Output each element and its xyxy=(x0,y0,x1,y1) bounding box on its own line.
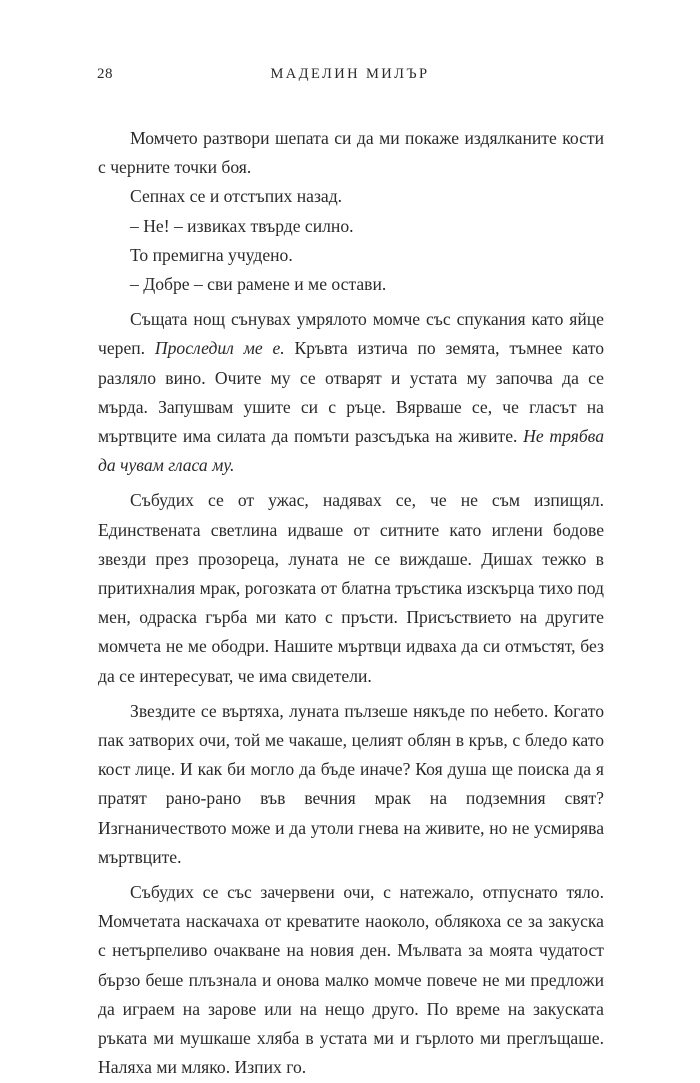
italic-text-segment: Проследил ме е. xyxy=(154,338,285,359)
page-number: 28 xyxy=(97,66,113,82)
paragraph xyxy=(98,270,604,299)
body-text xyxy=(98,124,604,1083)
text-segment: Кръвта изтича по земята, тъмнее като разляло вино. Очите му се отварят и устата му започва да се мърда. Запушвам ушите си с ръце. Вярваше се, че гласът на мъртвците има силата да помъти разсъдъка на живите. xyxy=(98,338,604,447)
paragraph xyxy=(98,124,604,182)
paragraph xyxy=(98,182,604,211)
italic-text-segment: Не трябва да чувам гласа му. xyxy=(98,426,604,476)
page-header xyxy=(97,66,603,88)
text-segment: Събудих се със зачервени очи, с натежало, отпуснато тяло. Момчетата наскачаха от креватите наоколо, облякоха се за закуска с нетърпеливо очакване на новия ден. Мълвата за моята чудатост бързо беше плъзнала и онова малко момче повече не ми предложи да играем на зарове или на нещо друго. По време на закуската ръката ми мушкаше хляба в устата ми и гърлото ми преглъщаше. Наляха ми мляко. Изпих го. xyxy=(98,882,604,1078)
text-segment: – Не! – извиках твърде силно. xyxy=(130,215,354,236)
paragraph xyxy=(98,241,604,270)
paragraph xyxy=(98,305,604,480)
text-segment: Звездите се въртяха, луната пълзеше някъде по небето. Когато пак затворих очи, той ме чакаше, целият облян в кръв, с бледо като кост лице. И как би могло да бъде иначе? Коя душа ще поиска да я пратят рано-рано във вечния мрак на подземния свят? Изгнаничеството може и да утоли гнева на живите, но не усмирява мъртвците. xyxy=(98,700,604,867)
paragraph xyxy=(98,878,604,1082)
text-segment: Събудих се от ужас, надявах се, че не съм изпищял. Единствената светлина идваше от ситните като иглени бодове звезди през прозореца, луната не се виждаше. Дишах тежко в притихналия мрак, рогозката от блатна тръстика изскърца тихо под мен, одраска гърба ми като с пръсти. Присъствието на другите момчета не ме ободри. Нашите мъртвци идваха да си отмъстят, без да се интересуват, че има свидетели. xyxy=(98,490,604,686)
running-head-author: МАДЕЛИН МИЛЪР xyxy=(270,66,430,82)
text-segment: Сепнах се и отстъпих назад. xyxy=(130,186,343,207)
paragraph xyxy=(98,697,604,872)
text-segment: Момчето разтвори шепата си да ми покаже издялканите кости с черните точки боя. xyxy=(98,128,604,178)
text-segment: Същата нощ сънувах умрялото момче със спукания като яйце череп. xyxy=(98,309,604,359)
paragraph xyxy=(98,486,604,690)
paragraph xyxy=(98,212,604,241)
text-segment: То премигна учудено. xyxy=(130,244,293,265)
text-segment: – Добре – сви рамене и ме остави. xyxy=(130,274,387,295)
